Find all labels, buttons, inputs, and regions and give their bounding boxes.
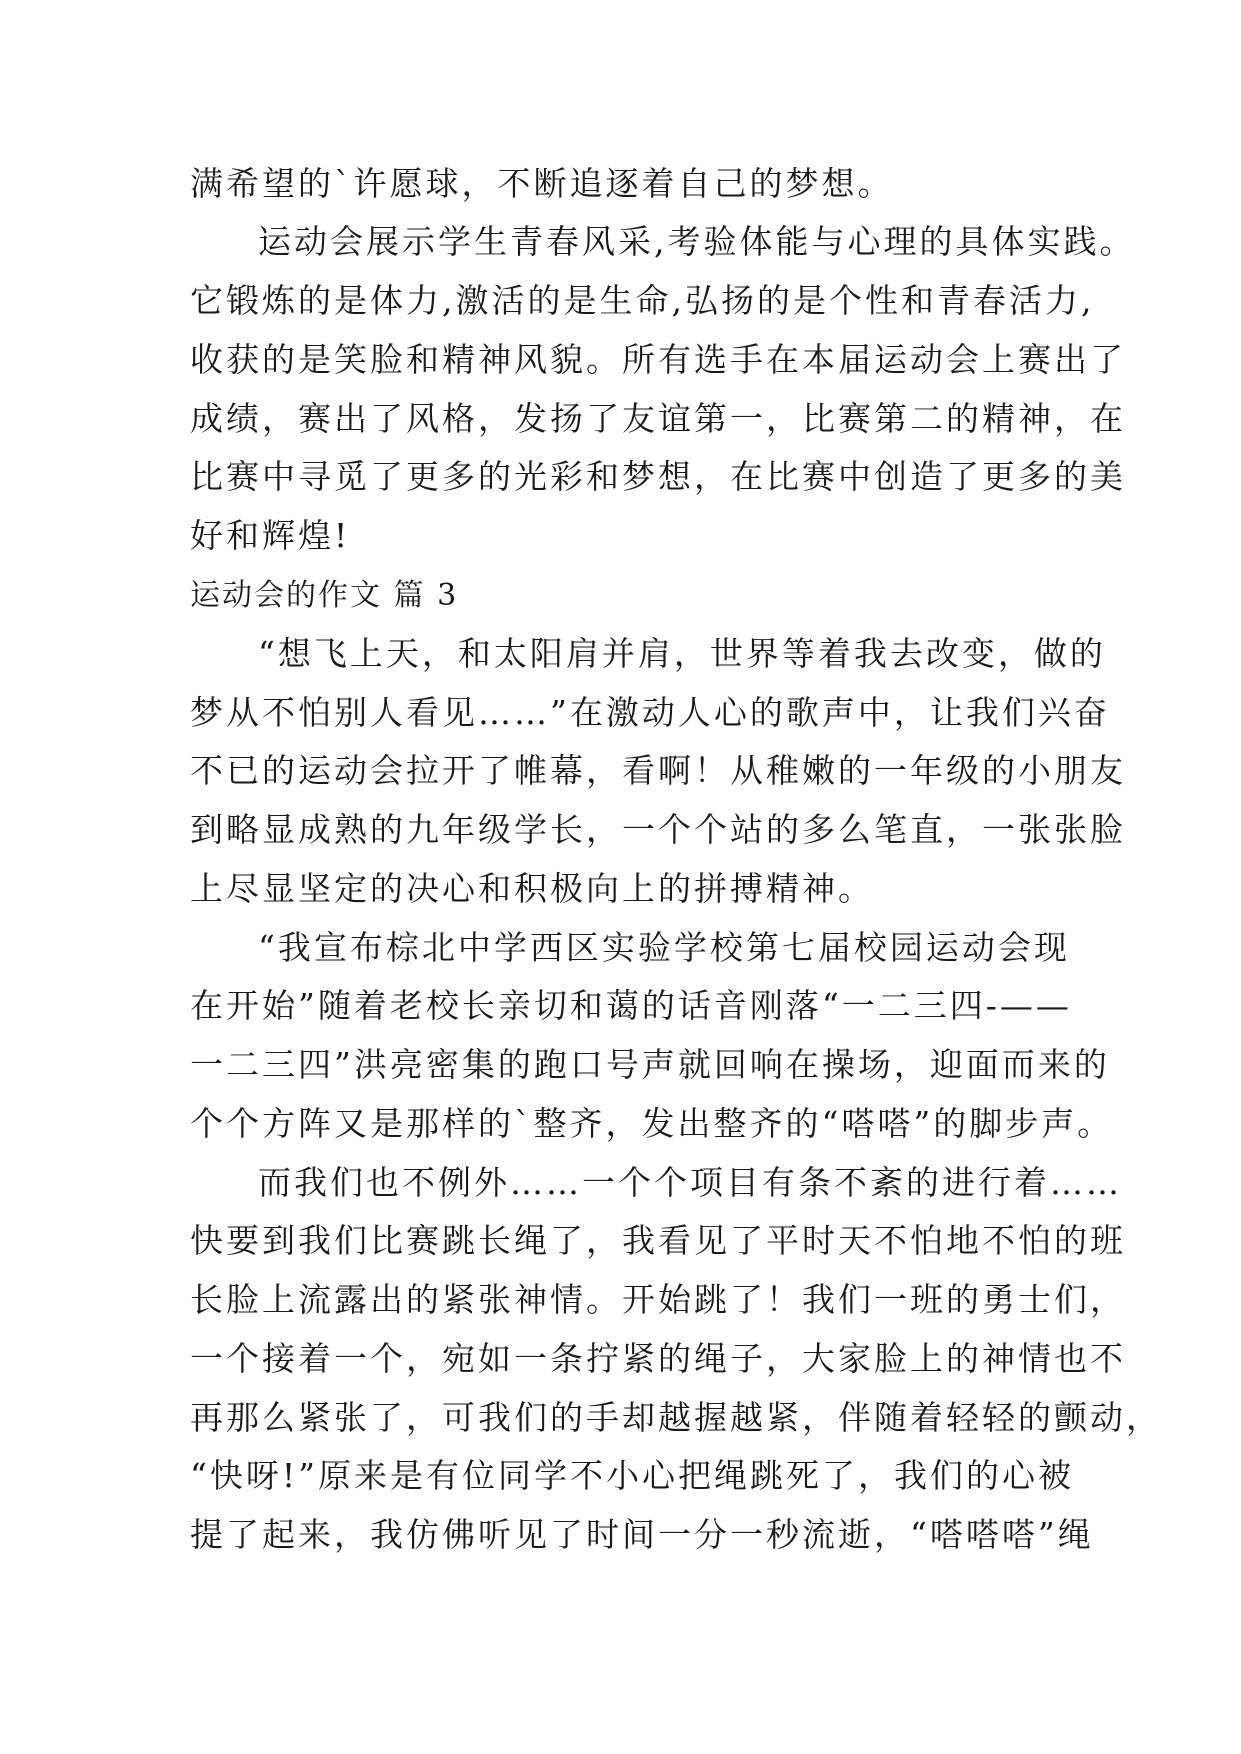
section-heading: 运动会的作文 篇 3 xyxy=(190,578,459,613)
text-line: 再那么紧张了，可我们的手却越握越紧，伴随着轻轻的颤动， xyxy=(190,1398,1162,1437)
text-line: 成绩，赛出了风格，发扬了友谊第一，比赛第二的精神，在 xyxy=(190,399,1126,438)
text-line: 梦从不怕别人看见……”在激动人心的歌声中，让我们兴奋 xyxy=(190,693,1110,732)
text-line: 而我们也不例外……一个个项目有条不紊的进行着…… xyxy=(258,1163,1122,1202)
text-line: 不已的运动会拉开了帷幕，看啊！从稚嫩的一年级的小朋友 xyxy=(190,751,1126,790)
text-line: 个个方阵又是那样的`整齐，发出整齐的“嗒嗒”的脚步声。 xyxy=(190,1104,1114,1143)
text-line: 好和辉煌! xyxy=(190,516,351,555)
text-line: 运动会展示学生青春风采,考验体能与心理的具体实践。 xyxy=(258,222,1136,261)
text-line: 一二三四”洪亮密集的跑口号声就回响在操场，迎面而来的 xyxy=(190,1045,1110,1084)
text-line: 快要到我们比赛跳长绳了，我看见了平时天不怕地不怕的班 xyxy=(190,1221,1126,1260)
text-line: 一个接着一个，宛如一条拧紧的绳子，大家脸上的神情也不 xyxy=(190,1339,1126,1378)
text-line: 满希望的`许愿球，不断追逐着自己的梦想。 xyxy=(190,164,894,203)
text-line: 收获的是笑脸和精神风貌。所有选手在本届运动会上赛出了 xyxy=(190,340,1126,379)
text-line: “想飞上天，和太阳肩并肩，世界等着我去改变，做的 xyxy=(258,634,1106,673)
text-line: 提了起来，我仿佛听见了时间一分一秒流逝，“嗒嗒嗒”绳 xyxy=(190,1515,1094,1554)
text-line: 上尽显坚定的决心和积极向上的拼搏精神。 xyxy=(190,869,874,908)
text-line: 它锻炼的是体力,激活的是生命,弘扬的是个性和青春活力, xyxy=(190,281,1095,320)
text-line: “我宣布棕北中学西区实验学校第七届校园运动会现 xyxy=(258,928,1070,967)
text-line: “快呀!”原来是有位同学不小心把绳跳死了，我们的心被 xyxy=(190,1456,1075,1495)
text-line: 比赛中寻觅了更多的光彩和梦想，在比赛中创造了更多的美 xyxy=(190,457,1126,496)
text-line: 长脸上流露出的紧张神情。开始跳了！我们一班的勇士们， xyxy=(190,1280,1126,1319)
text-line: 到略显成熟的九年级学长，一个个站的多么笔直，一张张脸 xyxy=(190,810,1126,849)
text-line: 在开始”随着老校长亲切和蔼的话音刚落“一二三四-—— xyxy=(190,986,1072,1025)
